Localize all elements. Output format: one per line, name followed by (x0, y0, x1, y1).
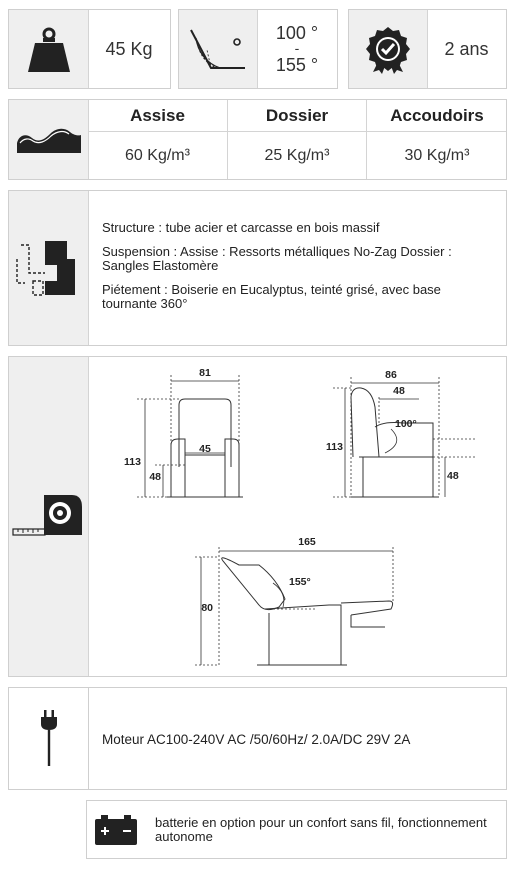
front-height-label: 113 (124, 456, 141, 468)
foam-icon (16, 125, 82, 155)
legs-text: Piétement : Boiserie en Eucalyptus, teinté grisé, avec base tournante 360° (102, 282, 441, 311)
density-header-back: Dossier (265, 105, 329, 125)
weight-card (8, 9, 171, 89)
dimension-drawings (89, 357, 507, 676)
weight-icon (23, 27, 75, 73)
tape-icon-cell (9, 357, 89, 676)
motor-spec-text: Moteur AC100-240V AC /50/60Hz/ 2.0A/DC 29V 2A (102, 732, 411, 747)
battery-icon (95, 815, 137, 845)
side-seat-height-label: 48 (447, 470, 459, 482)
plug-icon-cell (9, 688, 89, 789)
front-seat-width-label: 45 (199, 443, 211, 455)
weight-icon-cell (9, 10, 89, 88)
weight-value: 45 Kg (105, 38, 153, 59)
side-height-label: 113 (326, 441, 343, 453)
reclined-chair (222, 558, 393, 665)
recline-separator: - (294, 40, 300, 56)
side-seat-depth-label: 48 (393, 385, 405, 397)
side-view-chair (351, 388, 439, 497)
battery-card (86, 800, 507, 859)
front-width-label: 81 (199, 367, 211, 379)
recline-max: 100 ° (275, 23, 319, 43)
density-header-seat: Assise (130, 105, 185, 125)
warranty-value: 2 ans (444, 38, 489, 59)
recline-angle-icon (189, 28, 247, 72)
density-card (8, 99, 507, 180)
front-seat-height-label: 48 (149, 471, 161, 483)
power-plug-icon (39, 710, 59, 766)
recline-min: 155 ° (275, 55, 319, 75)
recline-angle-label: 155° (289, 576, 311, 588)
suspension-text: Suspension : Assise : Ressorts métalliques No-Zag Dossier : Sangles Elastomère (102, 244, 452, 273)
recline-height-label: 80 (201, 602, 213, 614)
density-value-seat: 60 Kg/m³ (125, 146, 190, 164)
side-angle-label: 100° (395, 418, 417, 430)
foam-icon-cell (9, 100, 89, 179)
frame-icon-cell (9, 191, 89, 345)
battery-text: batterie en option pour un confort sans fil, fonctionnement autonome (155, 815, 487, 844)
recline-icon-cell (179, 10, 258, 88)
warranty-card (348, 9, 507, 89)
density-value-armrest: 30 Kg/m³ (404, 146, 470, 164)
power-card (8, 687, 507, 790)
side-depth-label: 86 (385, 369, 397, 381)
density-value-back: 25 Kg/m³ (264, 146, 330, 164)
dimensions-card (8, 356, 507, 677)
recline-card (178, 9, 338, 89)
tape-measure-icon (12, 491, 84, 537)
structure-text: Structure : tube acier et carcasse en bois massif (102, 220, 380, 235)
recline-length-label: 165 (298, 536, 316, 548)
warranty-icon-cell (349, 10, 428, 88)
density-header-armrest: Accoudoirs (390, 105, 484, 125)
warranty-badge-icon (363, 24, 413, 74)
construction-card (8, 190, 507, 346)
chair-frame-icon (15, 241, 83, 299)
